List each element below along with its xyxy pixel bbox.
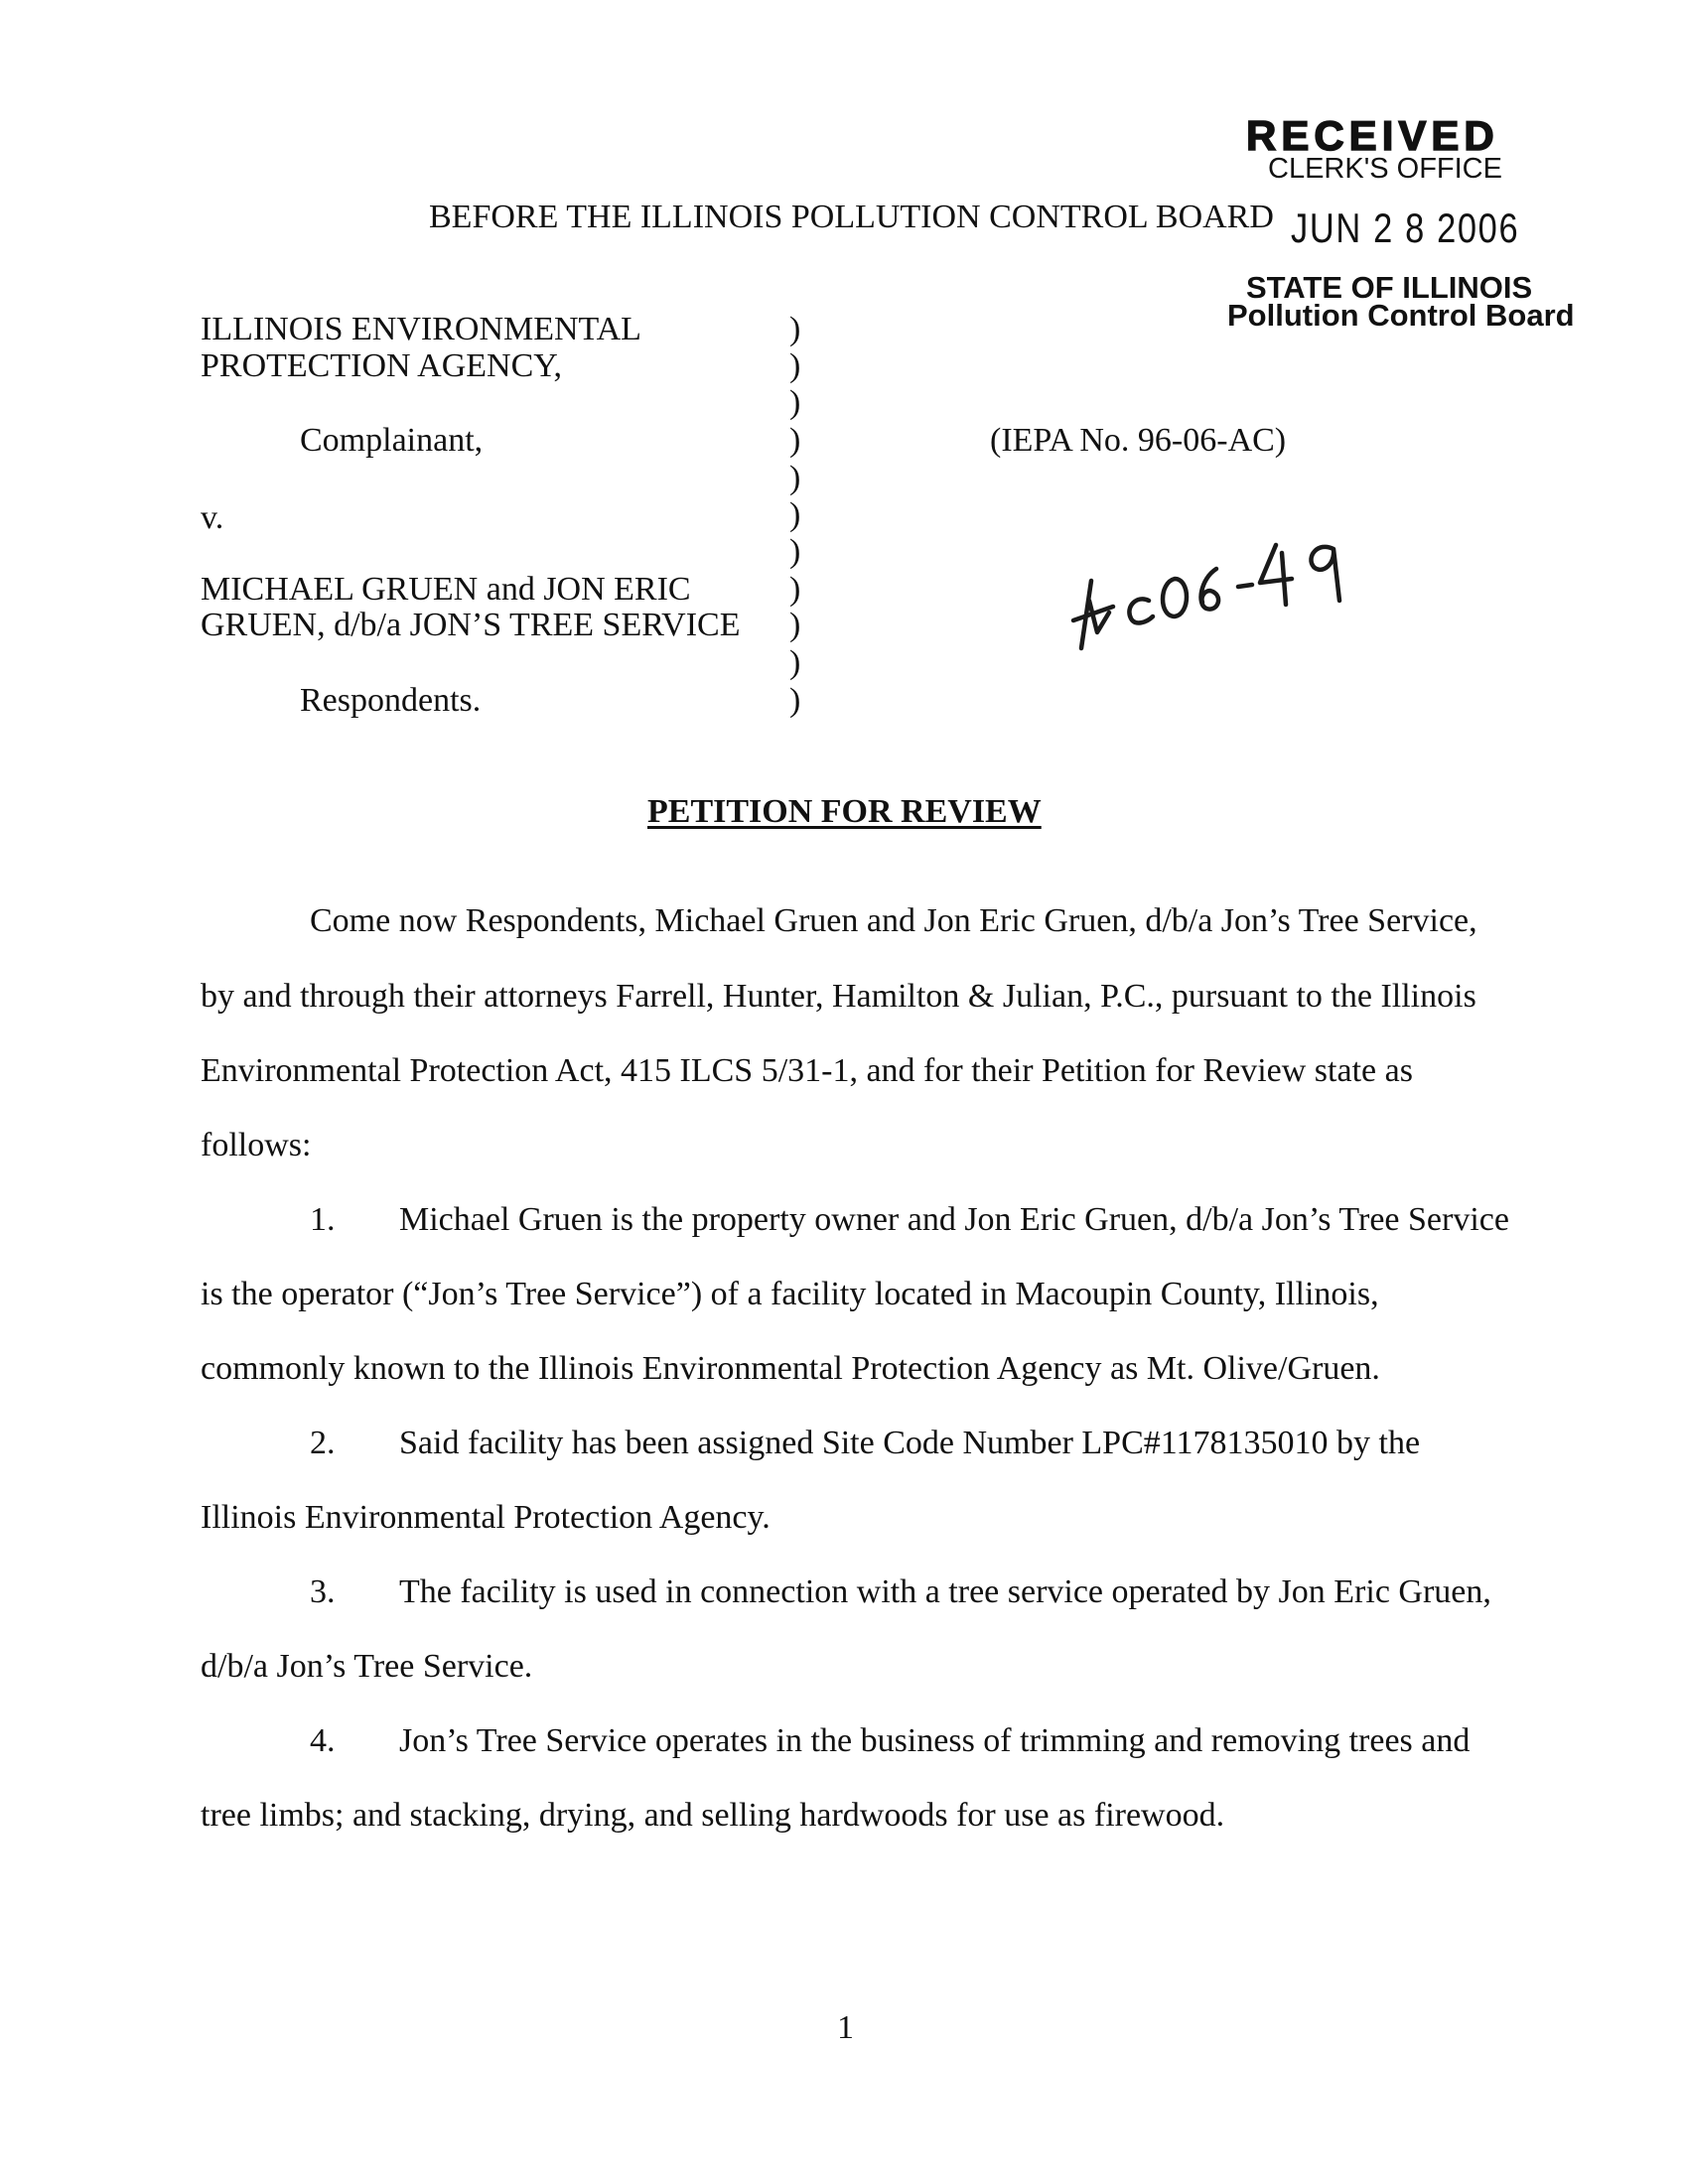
handwritten-docket-number (1067, 521, 1355, 655)
paragraph-line: Said facility has been assigned Site Code Number LPC#1178135010 by the (399, 1425, 1421, 1461)
versus-label: v. (201, 499, 224, 536)
paragraph-line: The facility is used in connection with a tree service operated by Jon Eric Gruen, (399, 1573, 1491, 1610)
paragraph-line: tree limbs; and stacking, drying, and selling hardwoods for use as firewood. (201, 1797, 1225, 1834)
complainant-name-line-2: PROTECTION AGENCY, (201, 347, 562, 384)
paragraph-number: 1. (310, 1201, 336, 1238)
document-title: PETITION FOR REVIEW (647, 793, 1042, 830)
caption-parenthesis: ) (789, 347, 801, 384)
paragraph-line: Illinois Environmental Protection Agency. (201, 1499, 771, 1536)
caption-parenthesis: ) (789, 571, 801, 608)
caption-parenthesis: ) (789, 422, 801, 459)
caption-parenthesis: ) (789, 384, 801, 421)
caption-parenthesis: ) (789, 644, 801, 681)
paragraph-line: commonly known to the Illinois Environmental Protection Agency as Mt. Olive/Gruen. (201, 1350, 1380, 1387)
intro-line: Come now Respondents, Michael Gruen and Jon Eric Gruen, d/b/a Jon’s Tree Service, (310, 902, 1477, 939)
paragraph-line: is the operator (“Jon’s Tree Service”) of a facility located in Macoupin County, Illinois, (201, 1276, 1379, 1312)
caption-parenthesis: ) (789, 533, 801, 570)
intro-line: Environmental Protection Act, 415 ILCS 5/31-1, and for their Petition for Review state as (201, 1052, 1413, 1089)
respondent-label: Respondents. (300, 682, 482, 719)
intro-line: follows: (201, 1127, 312, 1163)
caption-parenthesis: ) (789, 496, 801, 533)
complainant-label: Complainant, (300, 422, 484, 459)
paragraph-line: Jon’s Tree Service operates in the business of trimming and removing trees and (399, 1722, 1471, 1759)
received-stamp-title: RECEIVED (1246, 112, 1499, 159)
received-stamp-board: Pollution Control Board (1227, 298, 1575, 333)
court-header: BEFORE THE ILLINOIS POLLUTION CONTROL BOARD (429, 199, 1274, 235)
received-stamp-date: JUN 2 8 2006 (1291, 205, 1520, 251)
paragraph-number: 2. (310, 1425, 336, 1461)
received-stamp-office: CLERK'S OFFICE (1268, 153, 1502, 185)
page-number: 1 (837, 2009, 854, 2046)
complainant-name-line-1: ILLINOIS ENVIRONMENTAL (201, 311, 641, 347)
caption-parenthesis: ) (789, 460, 801, 496)
caption-parenthesis: ) (789, 682, 801, 719)
paragraph-line: d/b/a Jon’s Tree Service. (201, 1648, 533, 1685)
paragraph-line: Michael Gruen is the property owner and Jon Eric Gruen, d/b/a Jon’s Tree Service (399, 1201, 1509, 1238)
caption-parenthesis: ) (789, 607, 801, 643)
respondent-name-line-2: GRUEN, d/b/a JON’S TREE SERVICE (201, 607, 741, 643)
respondent-name-line-1: MICHAEL GRUEN and JON ERIC (201, 571, 691, 608)
paragraph-number: 4. (310, 1722, 336, 1759)
case-number: (IEPA No. 96-06-AC) (990, 422, 1287, 459)
intro-line: by and through their attorneys Farrell, Hunter, Hamilton & Julian, P.C., pursuant to the Illinois (201, 978, 1476, 1015)
received-stamp-state: STATE OF ILLINOIS (1246, 270, 1533, 305)
caption-parenthesis: ) (789, 311, 801, 347)
paragraph-number: 3. (310, 1573, 336, 1610)
